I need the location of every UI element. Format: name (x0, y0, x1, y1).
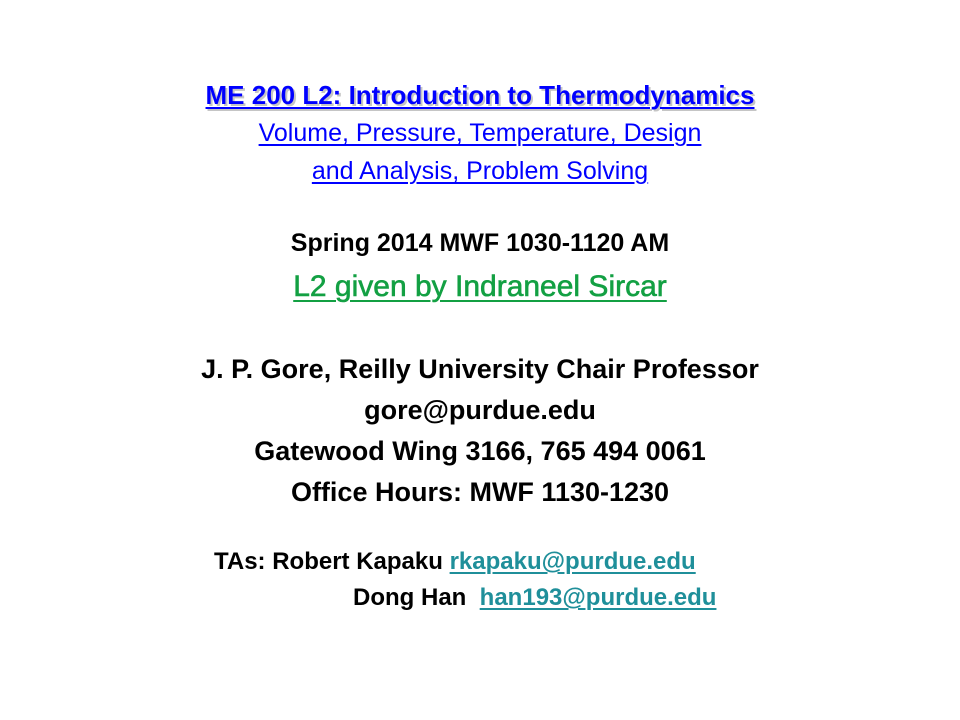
title-line-3 (0, 157, 960, 186)
schedule-text: Spring 2014 MWF 1030-1120 AM (290, 229, 670, 257)
instructor-office: Gatewood Wing 3166, 765 494 0061 (254, 436, 706, 466)
ta-line-1 (214, 548, 696, 576)
office-hours: Office Hours: MWF 1130-1230 (290, 477, 670, 507)
title-line-1 (0, 80, 960, 111)
title-line-2 (0, 119, 960, 148)
ta2-name: Dong Han (353, 584, 467, 611)
subtitle-link-1[interactable]: Volume, Pressure, Temperature, Design (258, 119, 702, 147)
subtitle-link-2[interactable]: and Analysis, Problem Solving (311, 157, 649, 185)
ta-line-2 (353, 584, 716, 612)
title-link[interactable]: ME 200 L2: Introduction to Thermodynamics (205, 80, 755, 110)
instructor-email: gore@purdue.edu (364, 395, 596, 425)
ta1-email-link[interactable]: rkapaku@purdue.edu (449, 548, 696, 575)
ta-label: TAs: Robert Kapaku (214, 548, 443, 575)
instructor-name: J. P. Gore, Reilly University Chair Professor (201, 354, 759, 384)
lecturer-link[interactable]: L2 given by Indraneel Sircar (293, 270, 667, 303)
lecturer-line (0, 270, 960, 304)
ta2-email-link[interactable]: han193@purdue.edu (479, 584, 717, 611)
